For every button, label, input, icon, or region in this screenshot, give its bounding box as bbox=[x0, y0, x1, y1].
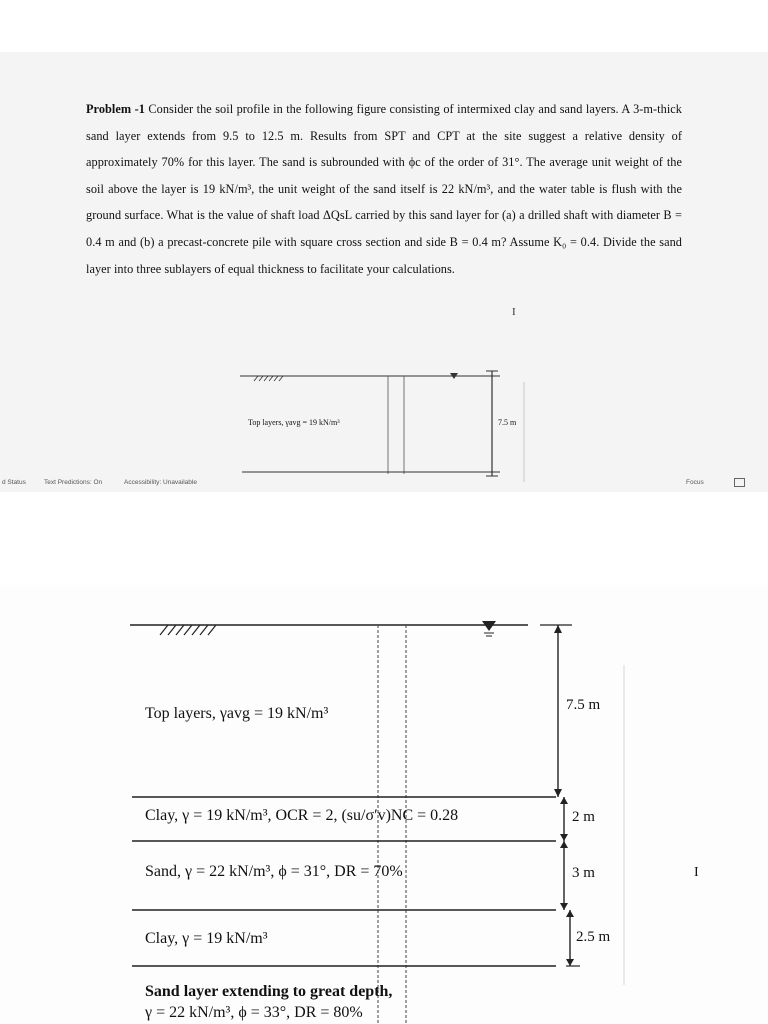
deep-sand-label-line1: Sand layer extending to great depth, bbox=[145, 983, 393, 1000]
small-top-layer-label: Top layers, γavg = 19 kN/m³ bbox=[248, 418, 340, 427]
soil-profile-figure bbox=[0, 585, 768, 1024]
clay-layer-1-label: Clay, γ = 19 kN/m³, OCR = 2, (su/σ′v)NC = 0.28 bbox=[145, 807, 459, 824]
status-text[interactable]: d Status bbox=[2, 479, 26, 486]
deep-sand-label-line2: γ = 22 kN/m³, ϕ = 33°, DR = 80% bbox=[145, 1004, 363, 1021]
text-cursor-mark: I bbox=[512, 306, 516, 318]
top-layers-label: Top layers, γavg = 19 kN/m³ bbox=[145, 705, 329, 722]
problem-text: Consider the soil profile in the following figure consisting of intermixed clay and sand layers. A 3-m-thick sand layer extends from 9.5 to 12.5 m. Results from SPT and CPT at the site suggest a relative density of approximately 70% for this layer. The sand is subrounded with ϕc of the order of 31°. The average unit weight of the soil above the layer is 19 kN/m³, the unit weight of the sand itself is 22 kN/m³, and the water table is flush with the ground surface. What is the value of shaft load ΔQsL carried by this sand layer for (a) a drilled shaft with diameter B = 0.4 m and (b) a precast-concrete pile with square cross section and side B = 0.4 m? Assume K₀ = 0.4. Divide the sand layer into three sublayers of equal thickness to facilitate your calculations. bbox=[86, 102, 683, 276]
problem-page-capture bbox=[0, 52, 768, 492]
small-soil-figure bbox=[0, 52, 768, 492]
text-predictions-status[interactable]: Text Predictions: On bbox=[44, 479, 103, 486]
focus-button[interactable]: Focus bbox=[686, 479, 704, 486]
problem-heading: Problem -1 bbox=[86, 102, 145, 116]
sand-layer-label: Sand, γ = 22 kN/m³, ϕ = 31°, DR = 70% bbox=[145, 863, 403, 880]
dim-label-7-5: 7.5 m bbox=[566, 697, 601, 713]
small-depth-label: 7.5 m bbox=[498, 418, 517, 427]
dim-label-3: 3 m bbox=[572, 865, 595, 881]
clay-layer-2-label: Clay, γ = 19 kN/m³ bbox=[145, 930, 268, 947]
dim-label-2: 2 m bbox=[572, 809, 595, 825]
soil-profile-drawing bbox=[0, 585, 768, 1024]
accessibility-status[interactable]: Accessibility: Unavailable bbox=[124, 479, 197, 486]
status-bar bbox=[0, 475, 768, 493]
water-table-icon bbox=[482, 621, 496, 631]
small-hatch bbox=[254, 376, 283, 381]
view-mode-icon[interactable] bbox=[734, 478, 745, 487]
dim-label-2-5: 2.5 m bbox=[576, 929, 611, 945]
figure-cursor-mark: I bbox=[694, 865, 699, 880]
ground-hatch bbox=[160, 625, 216, 635]
